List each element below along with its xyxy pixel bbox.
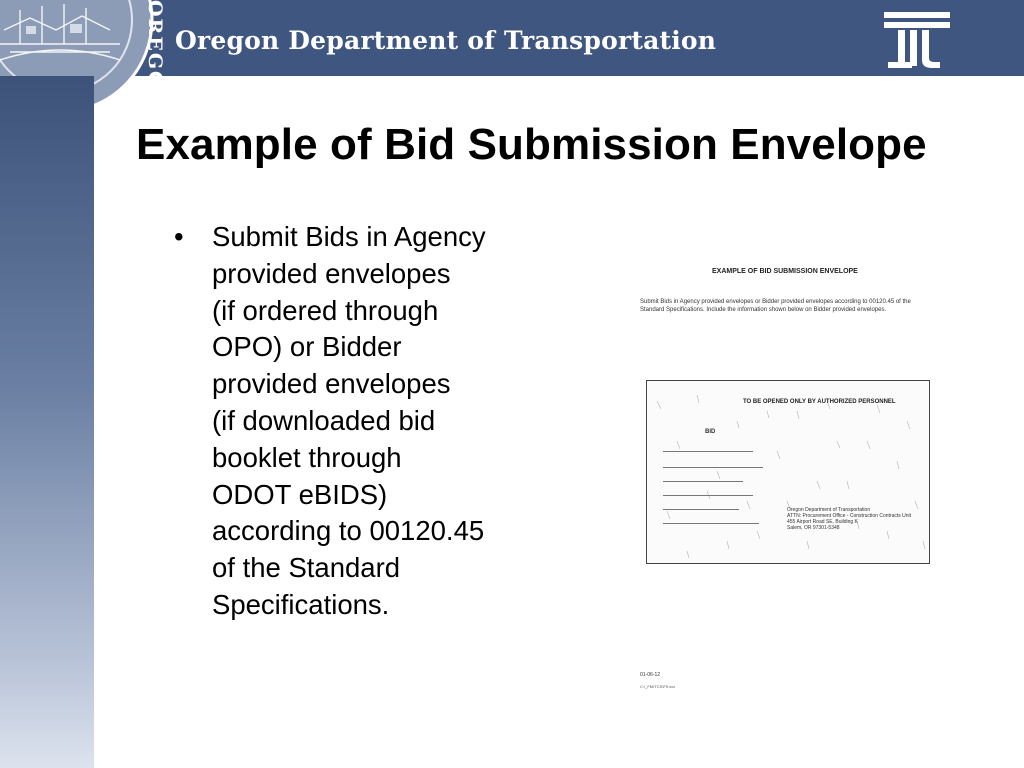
envelope-header: TO BE OPENED ONLY BY AUTHORIZED PERSONNEL [743, 399, 896, 405]
envelope-field-line [663, 451, 753, 452]
envelope-box [646, 380, 930, 564]
bullet-line: provided envelopes [212, 257, 451, 289]
bullet-item [170, 219, 570, 624]
bullet-line: OPO) or Bidder [212, 331, 402, 363]
bullet-line: Specifications. [212, 588, 390, 620]
envelope-example-image [610, 232, 950, 702]
bullet-line: booklet through [212, 441, 402, 473]
bullet-line: (if downloaded bid [212, 404, 436, 436]
org-name: Oregon Department of Transportation [175, 26, 717, 55]
address-line: Oregon Department of Transportation [787, 507, 871, 513]
slide-title: Example of Bid Submission Envelope [136, 120, 927, 169]
address-line: ATTN: Procurement Office - Construction Contracts Unit [787, 513, 912, 519]
envelope-field-line [663, 523, 759, 524]
bullet-line: provided envelopes [212, 368, 451, 400]
scan-noise [647, 381, 931, 565]
sidebar-gradient [0, 76, 94, 768]
envelope-field-line [663, 509, 739, 510]
doc-instructions: Submit Bids in Agency provided envelopes or Bidder provided envelopes according to 00120.45 of the Standard Specifications. Include the information shown below on Bidder provided envelopes. [640, 299, 911, 313]
doc-code: C:\_FM\TCS\F9.xxx [640, 684, 676, 689]
bullet-line: ODOT eBIDS) [212, 478, 388, 510]
bullet-line: of the Standard [212, 552, 401, 584]
doc-date: 01-06-12 [640, 672, 661, 678]
bullet-line: Submit Bids in Agency [212, 221, 486, 252]
envelope-field-line [663, 467, 763, 468]
bullet-line: according to 00120.45 [212, 515, 485, 547]
seal-text: OREGON [144, 0, 166, 109]
envelope-field-line [663, 481, 743, 482]
oregon-state-seal [0, 0, 166, 109]
bullet-line: (if ordered through [212, 294, 439, 326]
bullet-dot: • [174, 221, 184, 252]
bullet-list [170, 219, 570, 624]
doc-title: EXAMPLE OF BID SUBMISSION ENVELOPE [712, 268, 858, 275]
envelope-address [787, 507, 911, 531]
odot-logo-icon [880, 4, 954, 72]
header-bar [0, 0, 1024, 109]
envelope-bid-label: BID [705, 429, 716, 435]
envelope-field-line [663, 495, 753, 496]
address-line: Salem, OR 97301-5348 [787, 525, 840, 531]
address-line: 455 Airport Road SE, Building K [787, 519, 858, 525]
